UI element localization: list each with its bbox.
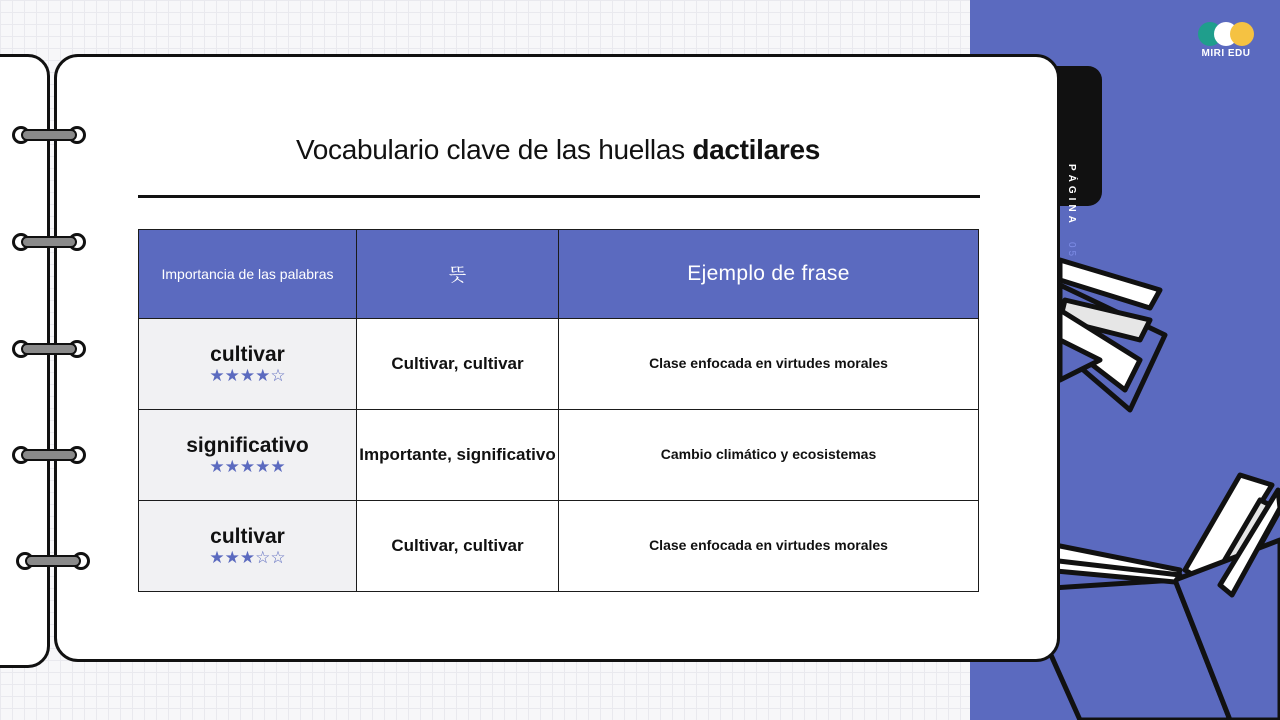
meaning-cell bbox=[357, 319, 559, 410]
word-cell bbox=[139, 501, 357, 592]
vocab-word: cultivar bbox=[210, 525, 285, 548]
word-cell bbox=[139, 319, 357, 410]
table-row bbox=[139, 319, 979, 410]
binder-ring-icon bbox=[12, 233, 84, 251]
vocabulary-table bbox=[138, 229, 979, 592]
header-meaning: 뜻 bbox=[357, 230, 559, 319]
importance-stars: ★★★★★ bbox=[209, 457, 286, 476]
table-row bbox=[139, 410, 979, 501]
brand-name: MIRI EDU bbox=[1201, 48, 1251, 59]
meaning-text: Importante, significativo bbox=[359, 445, 556, 464]
word-cell bbox=[139, 410, 357, 501]
vocab-word: cultivar bbox=[210, 343, 285, 366]
binder-ring-icon bbox=[12, 126, 84, 144]
example-cell bbox=[559, 501, 979, 592]
table-header-row bbox=[139, 230, 979, 319]
table-row bbox=[139, 501, 979, 592]
importance-stars: ★★★☆☆ bbox=[209, 548, 286, 567]
page-label: PÁGINA bbox=[1066, 164, 1077, 227]
title-bold: dactilares bbox=[692, 134, 821, 165]
importance-stars: ★★★★☆ bbox=[209, 366, 286, 385]
notebook-back-cover bbox=[0, 54, 50, 668]
logo-dot-3 bbox=[1230, 22, 1254, 46]
meaning-cell bbox=[357, 410, 559, 501]
brand-logo bbox=[1196, 22, 1256, 59]
binder-ring-icon bbox=[12, 446, 84, 464]
title-regular: Vocabulario clave de las huellas bbox=[295, 134, 693, 165]
example-text: Cambio climático y ecosistemas bbox=[660, 446, 877, 462]
meaning-text: Cultivar, cultivar bbox=[391, 354, 524, 373]
meaning-text: Cultivar, cultivar bbox=[391, 536, 524, 555]
title-divider bbox=[138, 195, 980, 198]
example-text: Clase enfocada en virtudes morales bbox=[649, 355, 888, 371]
page-number: 05 bbox=[1066, 242, 1077, 260]
example-text: Clase enfocada en virtudes morales bbox=[649, 537, 888, 553]
logo-dots-icon bbox=[1196, 22, 1256, 46]
page-title bbox=[138, 134, 978, 166]
example-cell bbox=[559, 410, 979, 501]
vocab-word: significativo bbox=[186, 434, 309, 457]
meaning-cell bbox=[357, 501, 559, 592]
example-cell bbox=[559, 319, 979, 410]
header-example: Ejemplo de frase bbox=[559, 230, 979, 319]
binder-ring-icon bbox=[16, 552, 88, 570]
header-importance: Importancia de las palabras bbox=[139, 230, 357, 319]
binder-ring-icon bbox=[12, 340, 84, 358]
